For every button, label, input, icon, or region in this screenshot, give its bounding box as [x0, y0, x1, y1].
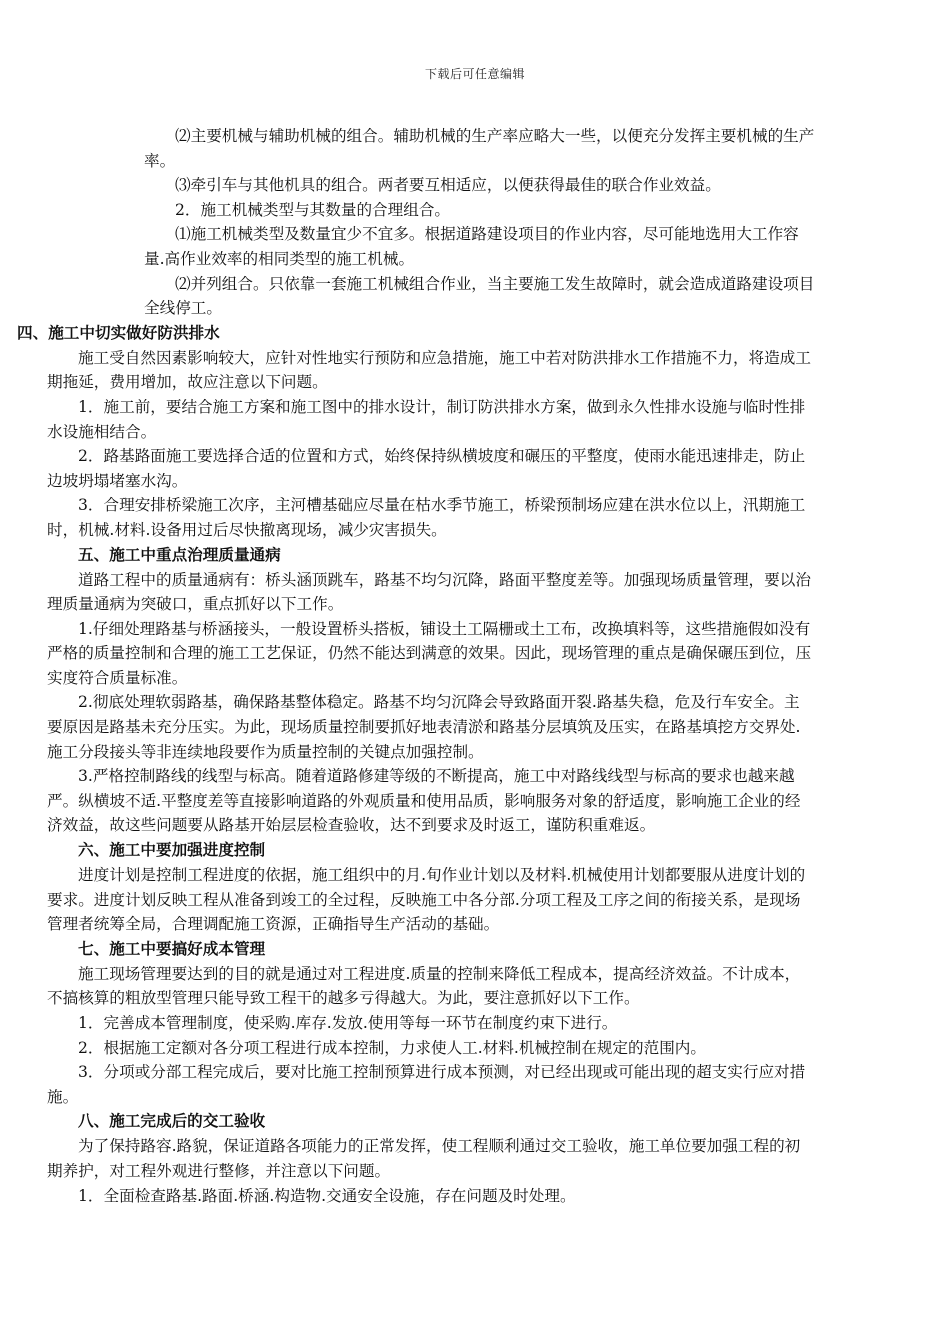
paragraph: 2．施工机械类型与其数量的合理组合。: [175, 200, 451, 219]
paragraph: 1.仔细处理路基与桥涵接头，一般设置桥头搭板，铺设土工隔栅或土工布，改换填料等，这些措施假如没有严格的质量控制和合理的施工工艺保证，仍然不能达到满意的效果。因此，现场管理的重点是确保碾压到位，压实度符合质量标准。: [47, 619, 812, 687]
paragraph: 2.彻底处理软弱路基，确保路基整体稳定。路基不均匀沉降会导致路面开裂.路基失稳，危及行车安全。主要原因是路基未充分压实。为此，现场质量控制要抓好地表清淤和路基分层填筑及压实，在路基填挖方交界处.施工分段接头等非连续地段要作为质量控制的关键点加强控制。: [47, 693, 801, 761]
section-heading: 五、施工中重点治理质量通病: [78, 545, 281, 564]
section-heading: 七、施工中要搞好成本管理: [78, 939, 266, 958]
page-header: 下载后可任意编辑: [424, 67, 525, 81]
section-heading: 六、施工中要加强进度控制: [78, 841, 266, 860]
paragraph: ⑶牵引车与其他机具的组合。两者要互相适应，以便获得最佳的联合作业效益。: [175, 176, 721, 195]
paragraph: ⑵主要机械与辅助机械的组合。辅助机械的生产率应略大一些，以便充分发挥主要机械的生产率。: [144, 127, 815, 170]
paragraph: 3．分项或分部工程完成后，要对比施工控制预算进行成本预测，对已经出现或可能出现的超支实行应对措施。: [47, 1063, 806, 1106]
paragraph: 施工受自然因素影响较大，应针对性地实行预防和应急措施，施工中若对防洪排水工作措施不力，将造成工期拖延，费用增加，故应注意以下问题。: [47, 348, 811, 392]
paragraph: ⑵并列组合。只依靠一套施工机械组合作业，当主要施工发生故障时，就会造成道路建设项目全线停工。: [144, 274, 815, 318]
paragraph: 3．合理安排桥梁施工次序，主河槽基础应尽量在枯水季节施工，桥梁预制场应建在洪水位以上，汛期施工时，机械.材料.设备用过后尽快撤离现场，减少灾害损失。: [47, 496, 806, 539]
document-body: [0, 124, 950, 1208]
paragraph: 3.严格控制路线的线型与标高。随着道路修建等级的不断提高，施工中对路线线型与标高的要求也越来越严。纵横坡不适.平整度差等直接影响道路的外观质量和使用品质，影响服务对象的舒适度，影响施工企业的经济效益，故这些问题要从路基开始层层检查验收，达不到要求及时返工，谨防积重难返。: [47, 767, 801, 835]
paragraph: 1．完善成本管理制度，使采购.库存.发放.使用等每一环节在制度约束下进行。: [78, 1014, 618, 1032]
paragraph: 进度计划是控制工程进度的依据，施工组织中的月.旬作业计划以及材料.机械使用计划都要服从进度计划的要求。进度计划反映工程从准备到竣工的全过程，反映施工中各分部.分项工程及工序之间的衔接关系，是现场管理者统筹全局，合理调配施工资源，正确指导生产活动的基础。: [47, 866, 806, 934]
paragraph: ⑴施工机械类型及数量宜少不宜多。根据道路建设项目的作业内容，尽可能地选用大工作容量.高作业效率的相同类型的施工机械。: [144, 225, 799, 268]
paragraph: 为了保持路容.路貌，保证道路各项能力的正常发挥，使工程顺利通过交工验收，施工单位要加强工程的初期养护，对工程外观进行整修，并注意以下问题。: [47, 1137, 801, 1180]
paragraph: 1．施工前，要结合施工方案和施工图中的排水设计，制订防洪排水方案，做到永久性排水设施与临时性排水设施相结合。: [47, 397, 806, 441]
paragraph: 施工现场管理要达到的目的就是通过对工程进度.质量的控制来降低工程成本，提高经济效益。不计成本，不搞核算的粗放型管理只能导致工程干的越多亏得越大。为此，要注意抓好以下工作。: [47, 964, 801, 1008]
paragraph: 1．全面检查路基.路面.桥涵.构造物.交通安全设施，存在问题及时处理。: [78, 1186, 576, 1205]
section-heading: 八、施工完成后的交工验收: [78, 1112, 266, 1131]
paragraph: 2．根据施工定额对各分项工程进行成本控制，力求使人工.材料.机械控制在规定的范围内。: [78, 1038, 706, 1057]
paragraph: 2．路基路面施工要选择合适的位置和方式，始终保持纵横坡度和碾压的平整度，使雨水能迅速排走，防止边坡坍塌堵塞水沟。: [47, 447, 806, 490]
section-heading: 四、施工中切实做好防洪排水: [17, 323, 220, 342]
paragraph: 道路工程中的质量通病有：桥头涵顶跳车，路基不均匀沉降，路面平整度差等。加强现场质量管理，要以治理质量通病为突破口，重点抓好以下工作。: [47, 570, 811, 614]
